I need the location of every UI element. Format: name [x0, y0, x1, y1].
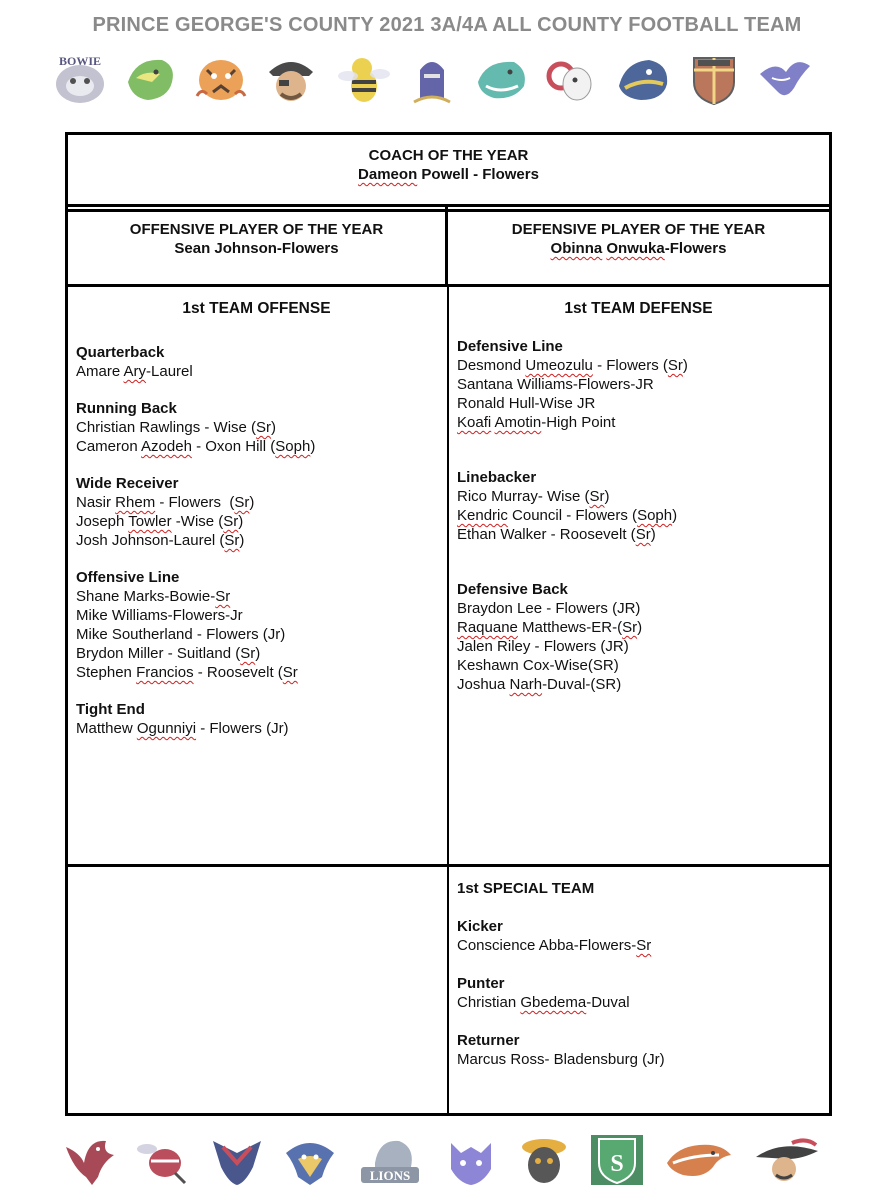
bottom-logo-row	[62, 1130, 822, 1190]
player-entry: Rico Murray- Wise (Sr)	[457, 488, 610, 505]
top-logo-row	[52, 50, 812, 108]
defensive-poy-section	[448, 220, 829, 258]
red-hawk-logo	[62, 1133, 118, 1187]
position-group	[76, 474, 441, 550]
knight-logo	[404, 52, 460, 106]
player-entry: Brydon Miller - Suitland (Sr)	[76, 645, 261, 662]
page-title: PRINCE GEORGE'S COUNTY 2021 3A/4A ALL COUNTY FOOTBALL TEAM	[92, 14, 802, 36]
position-label: Defensive Back	[457, 581, 568, 598]
coach-name: Dameon Powell - Flowers	[358, 166, 539, 183]
player-entry: Ethan Walker - Roosevelt (Sr)	[457, 526, 656, 543]
position-label: Punter	[457, 975, 505, 992]
player-entry: Josh Johnson-Laurel (Sr)	[76, 532, 245, 549]
position-group	[457, 1031, 827, 1069]
offensive-poy-title: OFFENSIVE PLAYER OF THE YEAR	[129, 221, 384, 238]
divider-line	[65, 209, 832, 212]
offense-list	[76, 343, 441, 756]
defense-list	[457, 337, 827, 712]
offensive-poy-section	[68, 220, 445, 258]
position-group	[457, 337, 827, 432]
player-entry: Stephen Francios - Roosevelt (Sr	[76, 664, 298, 681]
warrior-logo	[209, 1133, 265, 1187]
position-group	[457, 580, 827, 694]
defensive-poy-name: Obinna Onwuka-Flowers	[550, 240, 727, 257]
player-entry: Matthew Ogunniyi - Flowers (Jr)	[76, 720, 289, 737]
position-group	[76, 399, 441, 456]
position-label: Offensive Line	[76, 569, 180, 586]
position-label: Quarterback	[76, 344, 165, 361]
player-entry: Ronald Hull-Wise JR	[457, 395, 596, 412]
position-label: Defensive Line	[457, 338, 563, 355]
musketeer-logo	[752, 1133, 822, 1187]
player-entry: Kendric Council - Flowers (Soph)	[457, 507, 678, 524]
player-entry: Jalen Riley - Flowers (JR)	[457, 638, 629, 655]
position-group	[76, 568, 441, 682]
player-entry: Desmond Umeozulu - Flowers (Sr)	[457, 357, 688, 374]
player-entry: Christian Gbedema-Duval	[457, 994, 630, 1011]
bronco-logo	[663, 1133, 735, 1187]
coach-of-year-section	[68, 146, 829, 184]
player-entry: Santana Williams-Flowers-JR	[457, 376, 654, 393]
position-label: Wide Receiver	[76, 475, 179, 492]
wolverine-logo	[615, 52, 671, 106]
position-label: Linebacker	[457, 469, 537, 486]
player-entry: Raquane Matthews-ER-(Sr)	[457, 619, 643, 636]
lions-logo-text: LIONS	[370, 1168, 411, 1183]
hornet-logo	[135, 1133, 191, 1187]
ram-logo	[545, 52, 601, 106]
player-entry: Keshawn Cox-Wise(SR)	[457, 657, 619, 674]
player-entry: Mike Williams-Flowers-Jr	[76, 607, 243, 624]
crest-logo	[686, 52, 742, 106]
divider-line	[447, 287, 449, 1115]
lions-logo	[355, 1133, 425, 1187]
defense-heading: 1st TEAM DEFENSE	[564, 300, 713, 317]
position-label: Returner	[457, 1032, 520, 1049]
panther-logo	[122, 52, 178, 106]
special-team-heading: 1st SPECIAL TEAM	[457, 880, 595, 897]
offensive-poy-name: Sean Johnson-Flowers	[174, 240, 339, 257]
defensive-poy-title: DEFENSIVE PLAYER OF THE YEAR	[511, 221, 766, 238]
eagle-head-logo	[282, 1133, 338, 1187]
divider-line	[65, 864, 832, 867]
special-team-list	[457, 917, 827, 1087]
player-entry: Joshua Narh-Duval-(SR)	[457, 676, 622, 693]
wildcat-logo	[443, 1133, 499, 1187]
position-label: Running Back	[76, 400, 177, 417]
player-entry: Koafi Amotin-High Point	[457, 414, 616, 431]
coach-title: COACH OF THE YEAR	[368, 147, 529, 164]
svg-text:S: S	[610, 1151, 624, 1177]
position-group	[76, 700, 441, 738]
player-entry: Marcus Ross- Bladensburg (Jr)	[457, 1051, 665, 1068]
position-group	[457, 974, 827, 1012]
offense-heading: 1st TEAM OFFENSE	[182, 300, 331, 317]
player-entry: Conscience Abba-Flowers-Sr	[457, 937, 652, 954]
position-label: Kicker	[457, 918, 503, 935]
player-entry: Mike Southerland - Flowers (Jr)	[76, 626, 286, 643]
position-label: Tight End	[76, 701, 145, 718]
position-group	[457, 917, 827, 955]
s-shield-logo	[589, 1133, 645, 1187]
warrior-mask-logo	[516, 1133, 572, 1187]
bowie-logo-text: BOWIE	[58, 54, 102, 68]
player-entry: Christian Rawlings - Wise (Sr)	[76, 419, 277, 436]
player-entry: Braydon Lee - Flowers (JR)	[457, 600, 641, 617]
position-group	[76, 343, 441, 381]
player-entry: Shane Marks-Bowie-Sr	[76, 588, 231, 605]
position-group	[457, 468, 827, 544]
bowie-bulldog-logo	[52, 52, 108, 106]
hornet-logo	[334, 52, 390, 106]
player-entry: Nasir Rhem - Flowers (Sr)	[76, 494, 255, 511]
tiger-logo	[193, 52, 249, 106]
pirate-logo	[263, 52, 319, 106]
jaguar-logo	[474, 52, 530, 106]
player-entry: Joseph Towler -Wise (Sr)	[76, 513, 244, 530]
player-entry: Amare Ary-Laurel	[76, 363, 193, 380]
player-entry: Cameron Azodeh - Oxon Hill (Soph)	[76, 438, 316, 455]
divider-line	[65, 204, 832, 207]
eagle-logo	[756, 52, 812, 106]
